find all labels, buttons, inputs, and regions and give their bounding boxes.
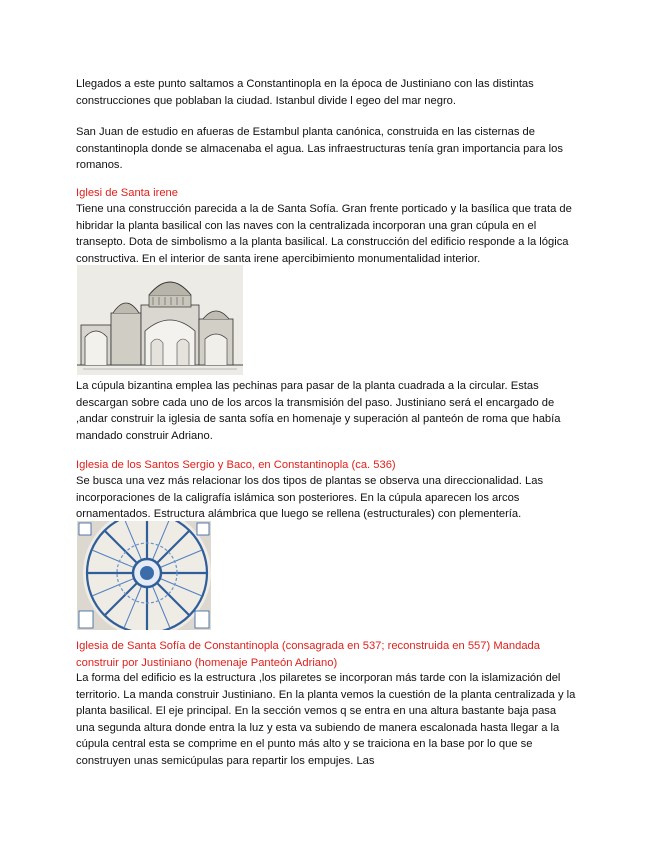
section-drawing-svg (77, 265, 243, 375)
santa-irene-section-drawing (77, 265, 243, 375)
paragraph-santa-irene: Tiene una construcción parecida a la de Santa Sofía. Gran frente porticado y la basílica que trata de hibridar la planta basilical con las naves con la centralizada incorporan una gran cúpula en el transepto. Dota de simbolismo a la planta basilical. La construcción del edificio responde a la lógica constructiva. En el interior de santa irene apercibimiento monumentalidad interior. (76, 203, 572, 265)
paragraph-cupula-bizantina: La cúpula bizantina emplea las pechinas para pasar de la planta cuadrada a la circular. Estas descargan sobre cada uno de los arcos la transmisión del paso. Justiniano será el encargado de ,andar construir la iglesia de santa sofía en homenaje y superación al panteón de roma que había mandado construir Adriano. (76, 380, 561, 442)
heading-santa-irene: Iglesi de Santa irene (76, 187, 178, 199)
heading-sergio-baco: Iglesia de los Santos Sergio y Baco, en Constantinopla (ca. 536) (76, 459, 396, 471)
paragraph-intro: Llegados a este punto saltamos a Constantinopla en la época de Justiniano con las distintas construcciones que poblaban la ciudad. Istanbul divide l egeo del mar negro. (76, 78, 534, 107)
dome-photo-svg (77, 521, 211, 630)
paragraph-sergio-baco: Se busca una vez más relacionar los dos tipos de plantas se observa una direccionalidad. Las incorporaciones de la caligrafía islámica son posteriores. En la cúpula aparecen los arcos ornamentados. Estructura alámbrica que luego se rellena (estructurales) con plementería. (76, 475, 544, 521)
paragraph-san-juan: San Juan de estudio en afueras de Estambul planta canónica, construida en las cisternas de constantinopla donde se almacenaba el agua. Las infraestructuras tenía gran importancia para los romanos. (76, 126, 563, 172)
sergio-baco-dome-photo (77, 521, 211, 630)
paragraph-santa-sofia: La forma del edificio es la estructura ,los pilaretes se incorporan más tarde con la islamización del territorio. La manda construir Justiniano. En la planta vemos la cuestión de la planta centralizada y la planta basilical. El eje principal. En la sección vemos q se entra en una altura bastante baja pasa una segunda altura donde entra la luz y esta va subiendo de manera escalonada hasta llegar a la cúpula central esta se comprime en el punto más alto y se traiciona en la base por lo que se construyen unas semicúpulas para repartir los empujes. Las (76, 672, 576, 767)
heading-santa-sofia: Iglesia de Santa Sofía de Constantinopla (consagrada en 537; reconstruida en 557) Mandada construir por Justiniano (homenaje Panteón Adriano) (76, 640, 540, 669)
